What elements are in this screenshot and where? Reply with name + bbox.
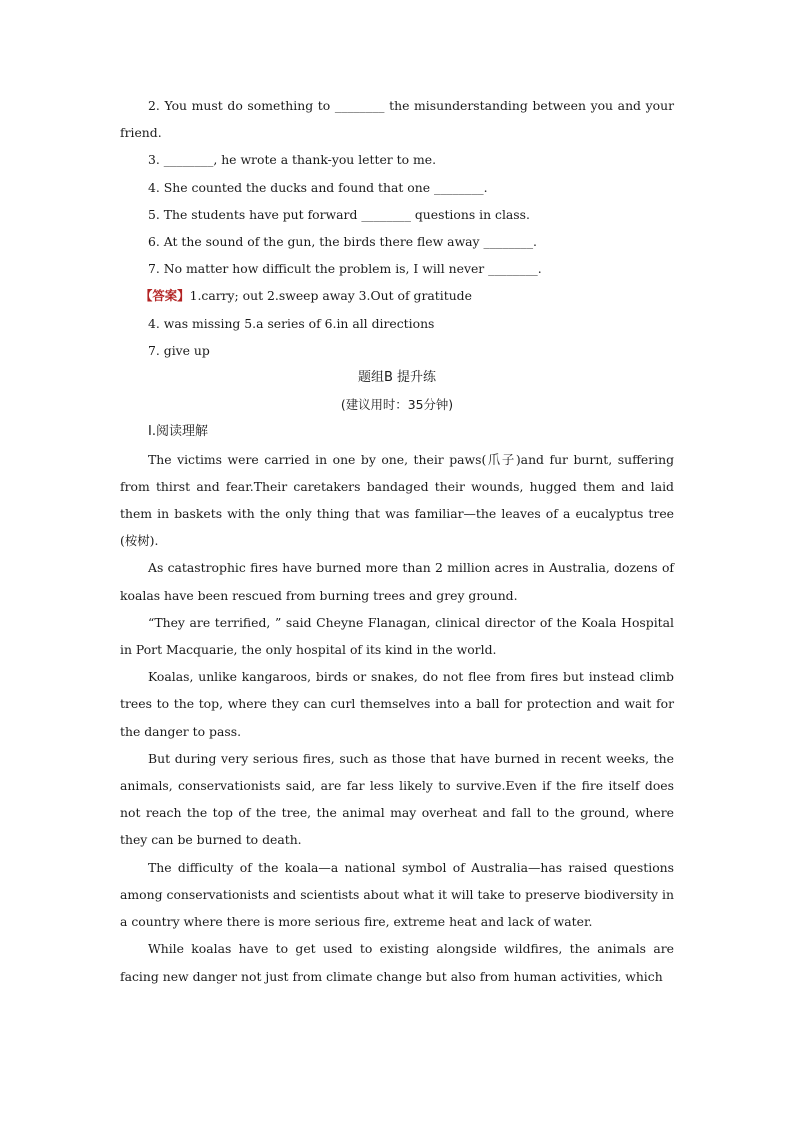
answer-tag: 【答案】 — [140, 288, 190, 304]
passage-paragraph: But during very serious fires, such as those that have burned in recent weeks, the animals, conservationists said, are far less likely to survive.Even if the fire itself does not reach the top of the tree, the animal may overheat and fall to the ground, where they can be burned to death. — [120, 750, 674, 848]
exercise-item: 2. You must do something to ________ the misunderstanding between you and your friend. — [120, 98, 674, 141]
reading-heading: Ⅰ.阅读理解 — [148, 424, 208, 440]
passage-paragraph: While koalas have to get used to existing alongside wildfires, the animals are facing new danger not just from climate change but also from human activities, which — [120, 941, 674, 984]
passage-paragraph: “They are terrified, ” said Cheyne Flanagan, clinical director of the Koala Hospital in Port Macquarie, the only hospital of its kind in the world. — [120, 614, 674, 658]
exercise-item: 6. At the sound of the gun, the birds there flew away ________. — [148, 234, 537, 250]
section-title: 题组B 提升练 — [357, 370, 437, 386]
exercise-item: 4. She counted the ducks and found that one ________. — [148, 179, 488, 195]
exercise-item: 7. No matter how difficult the problem is, I will never ________. — [148, 261, 542, 277]
section-subtitle: (建议用时：35分钟) — [340, 397, 454, 413]
document-page — [120, 92, 674, 990]
answer-line: 7. give up — [148, 342, 210, 358]
passage-paragraph: As catastrophic fires have burned more than 2 million acres in Australia, dozens of koalas have been rescued from burning trees and grey ground. — [120, 560, 674, 603]
answer-line: 4. was missing 5.a series of 6.in all directions — [148, 315, 435, 331]
passage-paragraph: Koalas, unlike kangaroos, birds or snakes, do not flee from fires but instead climb trees to the top, where they can curl themselves into a ball for protection and wait for the danger to pass. — [120, 669, 674, 739]
passage-paragraph: The difficulty of the koala—a national symbol of Australia—has raised questions among conservationists and scientists about what it will take to preserve biodiversity in a country where there is more serious fire, extreme heat and lack of water. — [120, 859, 674, 930]
exercise-item: 5. The students have put forward ________ questions in class. — [148, 206, 530, 222]
passage-paragraph: The victims were carried in one by one, their paws(爪子)and fur burnt, suffering from thirst and fear.Their caretakers bandaged their wounds, hugged them and laid them in baskets with the only thing that was familiar—the leaves of a eucalyptus tree (桉树). — [120, 451, 674, 549]
answer-text: 1.carry; out 2.sweep away 3.Out of gratitude — [189, 288, 472, 304]
answer-line — [120, 282, 674, 309]
exercise-item: 3. ________, he wrote a thank-you letter to me. — [148, 152, 437, 168]
